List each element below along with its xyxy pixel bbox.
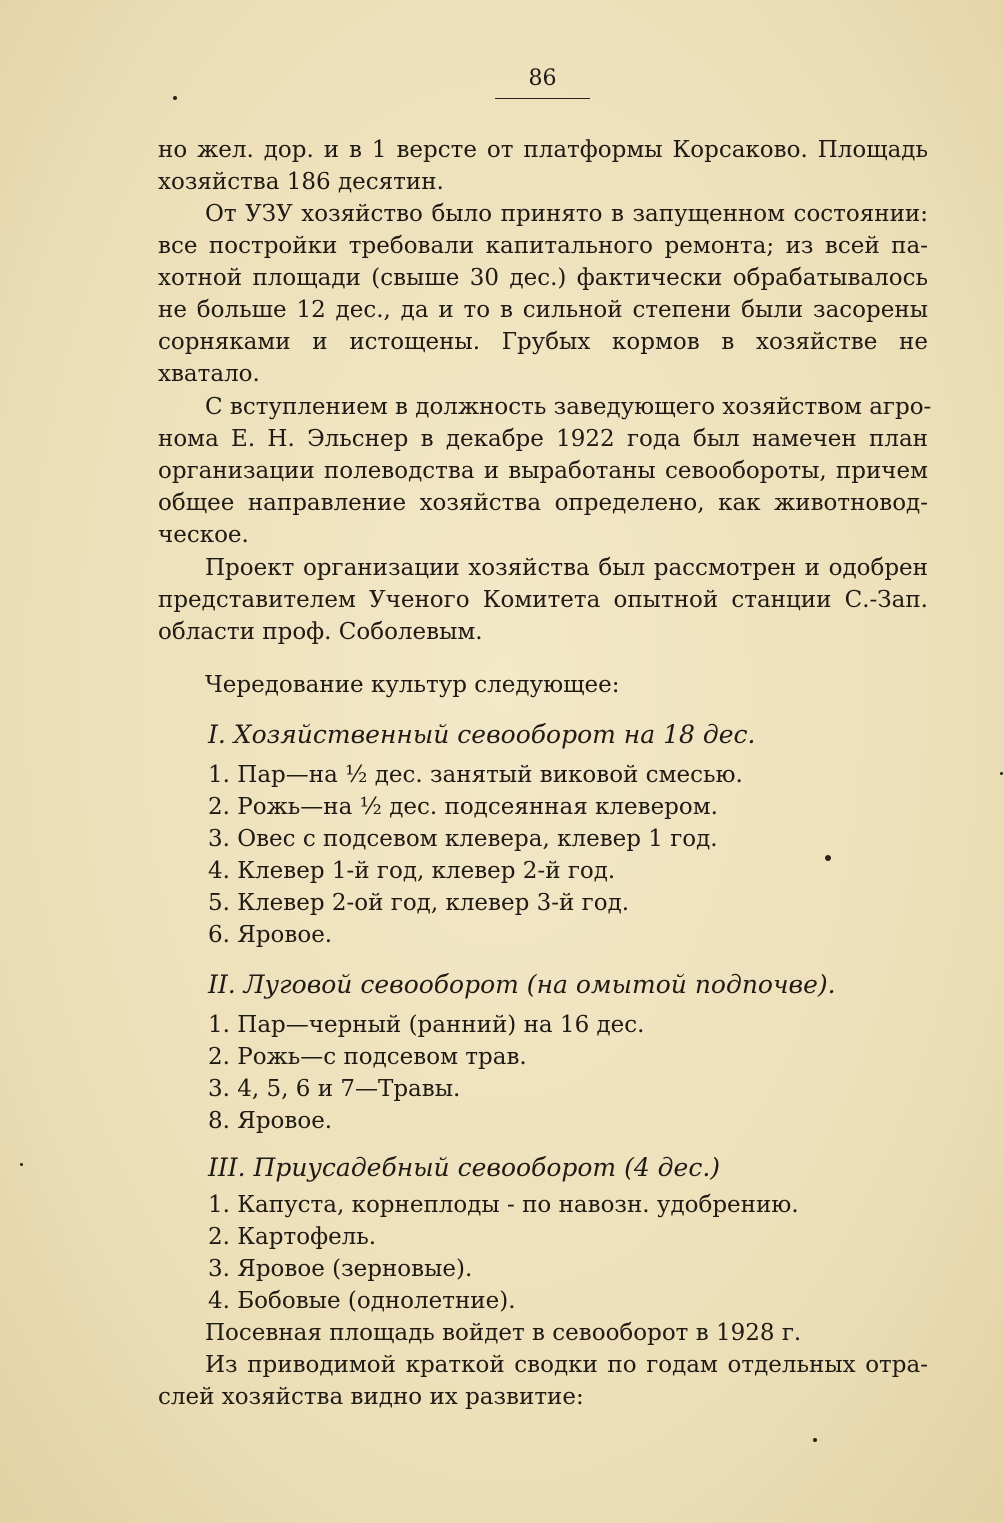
text-line: все постройки требовали капитального ремонта; из всей па- xyxy=(158,233,928,259)
text-line: нома Е. Н. Эльснер в декабре 1922 года был намечен план xyxy=(158,426,928,452)
rotation-item: 6. Яровое. xyxy=(208,922,333,948)
text-line: хватало. xyxy=(158,361,260,387)
rotation-item: 3. Овес с подсевом клевера, клевер 1 год. xyxy=(208,826,718,852)
text-line: ческое. xyxy=(158,522,249,548)
scan-speck xyxy=(825,855,831,861)
rotation-item: 2. Рожь—с подсевом трав. xyxy=(208,1044,527,1070)
rotation-heading: I. Хозяйственный севооборот на 18 дес. xyxy=(208,720,756,749)
scan-speck xyxy=(1000,772,1003,775)
scan-speck xyxy=(813,1438,817,1442)
rotation-item: 2. Рожь—на ½ дес. подсеянная клевером. xyxy=(208,794,718,820)
text-line: С вступлением в должность заведующего хозяйством агро- xyxy=(205,394,932,420)
text-line: Чередование культур следующее: xyxy=(205,672,620,698)
text-line: хозяйства 186 десятин. xyxy=(158,169,444,195)
rotation-item: 3. 4, 5, 6 и 7—Травы. xyxy=(208,1076,461,1102)
rotation-item: 1. Пар—на ½ дес. занятый виковой смесью. xyxy=(208,762,743,788)
text-line: организации полеводства и выработаны севообороты, причем xyxy=(158,458,928,484)
text-line: слей хозяйства видно их развитие: xyxy=(158,1384,584,1410)
rotation-item: 1. Пар—черный (ранний) на 16 дес. xyxy=(208,1012,645,1038)
text-line: не больше 12 дес., да и то в сильной степени были засорены xyxy=(158,297,928,323)
text-line: От УЗУ хозяйство было принято в запущенном состоянии: xyxy=(205,201,928,227)
text-line: Из приводимой краткой сводки по годам отдельных отра- xyxy=(205,1352,928,1378)
rotation-item: 3. Яровое (зерновые). xyxy=(208,1256,473,1282)
text-line: хотной площади (свыше 30 дес.) фактически обрабатывалось xyxy=(158,265,928,291)
scan-speck xyxy=(173,96,177,100)
rotation-heading: III. Приусадебный севооборот (4 дес.) xyxy=(208,1153,721,1182)
text-line: Посевная площадь войдет в севооборот в 1928 г. xyxy=(205,1320,802,1346)
text-line: но жел. дор. и в 1 версте от платформы Корсаково. Площадь xyxy=(158,137,928,163)
page-number-rule xyxy=(495,98,590,99)
text-line: сорняками и истощены. Грубых кормов в хозяйстве не xyxy=(158,329,928,355)
rotation-item: 4. Клевер 1-й год, клевер 2-й год. xyxy=(208,858,616,884)
rotation-item: 2. Картофель. xyxy=(208,1224,377,1250)
text-line: представителем Ученого Комитета опытной станции С.-Зап. xyxy=(158,587,928,613)
rotation-heading: II. Луговой севооборот (на омытой подпочве). xyxy=(208,970,836,999)
page-number: 86 xyxy=(528,66,557,91)
rotation-item: 1. Капуста, корнеплоды - по навозн. удобрению. xyxy=(208,1192,799,1218)
scan-speck xyxy=(20,1163,23,1166)
text-line: общее направление хозяйства определено, как животновод- xyxy=(158,490,928,516)
text-line: Проект организации хозяйства был рассмотрен и одобрен xyxy=(205,555,928,581)
text-line: области проф. Соболевым. xyxy=(158,619,483,645)
rotation-item: 8. Яровое. xyxy=(208,1108,333,1134)
rotation-item: 4. Бобовые (однолетние). xyxy=(208,1288,516,1314)
rotation-item: 5. Клевер 2-ой год, клевер 3-й год. xyxy=(208,890,630,916)
